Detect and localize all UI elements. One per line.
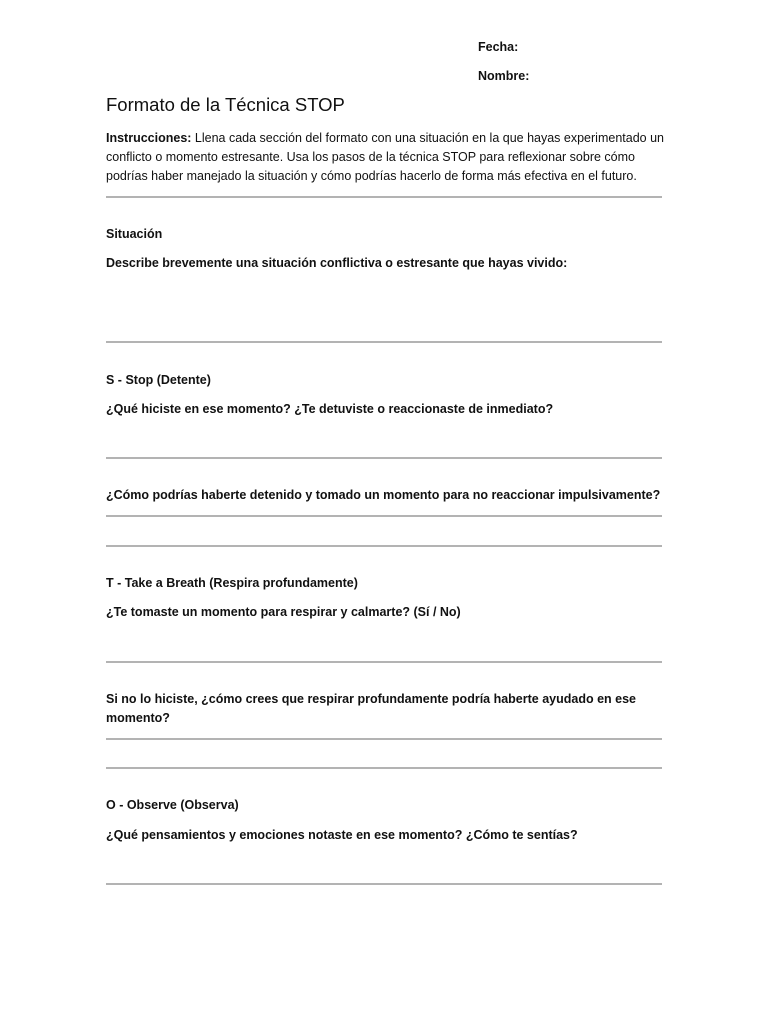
breath-question-1: ¿Te tomaste un momento para respirar y calmarte? (Sí / No) [106, 605, 461, 619]
stop-answer-line-1[interactable] [106, 457, 662, 459]
observe-answer-line-1[interactable] [106, 883, 662, 885]
situation-question: Describe brevemente una situación conflictiva o estresante que hayas vivido: [106, 256, 568, 270]
breath-question-2: Si no lo hiciste, ¿cómo crees que respirar profundamente podría haberte ayudado en ese momento? [106, 692, 636, 725]
name-label: Nombre: [478, 69, 530, 83]
breath-heading: T - Take a Breath (Respira profundamente) [106, 576, 358, 590]
stop-question-2: ¿Cómo podrías haberte detenido y tomado un momento para no reaccionar impulsivamente? [106, 488, 661, 502]
breath-answer-line-1[interactable] [106, 661, 662, 663]
stop-answer-line-3[interactable] [106, 545, 662, 547]
instructions-lead: Instrucciones: [106, 131, 192, 145]
divider-line [106, 196, 662, 198]
situation-answer-line[interactable] [106, 341, 662, 343]
date-label: Fecha: [478, 40, 519, 54]
instructions-paragraph [106, 129, 668, 186]
stop-heading: S - Stop (Detente) [106, 373, 211, 387]
situation-heading: Situación [106, 227, 163, 241]
observe-heading: O - Observe (Observa) [106, 798, 239, 812]
instructions-text: Llena cada sección del formato con una situación en la que hayas experimentado un conflicto o momento estresante. Usa los pasos de la técnica STOP para reflexionar sobre cómo podrías haber manejado la situación y cómo podrías hacerlo de forma más efectiva en el futuro. [106, 131, 664, 183]
stop-question-1: ¿Qué hiciste en ese momento? ¿Te detuviste o reaccionaste de inmediato? [106, 402, 554, 416]
breath-answer-line-2[interactable] [106, 738, 662, 740]
page-title: Formato de la Técnica STOP [106, 94, 345, 115]
breath-answer-line-3[interactable] [106, 767, 662, 769]
stop-answer-line-2[interactable] [106, 515, 662, 517]
observe-question-1: ¿Qué pensamientos y emociones notaste en ese momento? ¿Cómo te sentías? [106, 828, 578, 842]
